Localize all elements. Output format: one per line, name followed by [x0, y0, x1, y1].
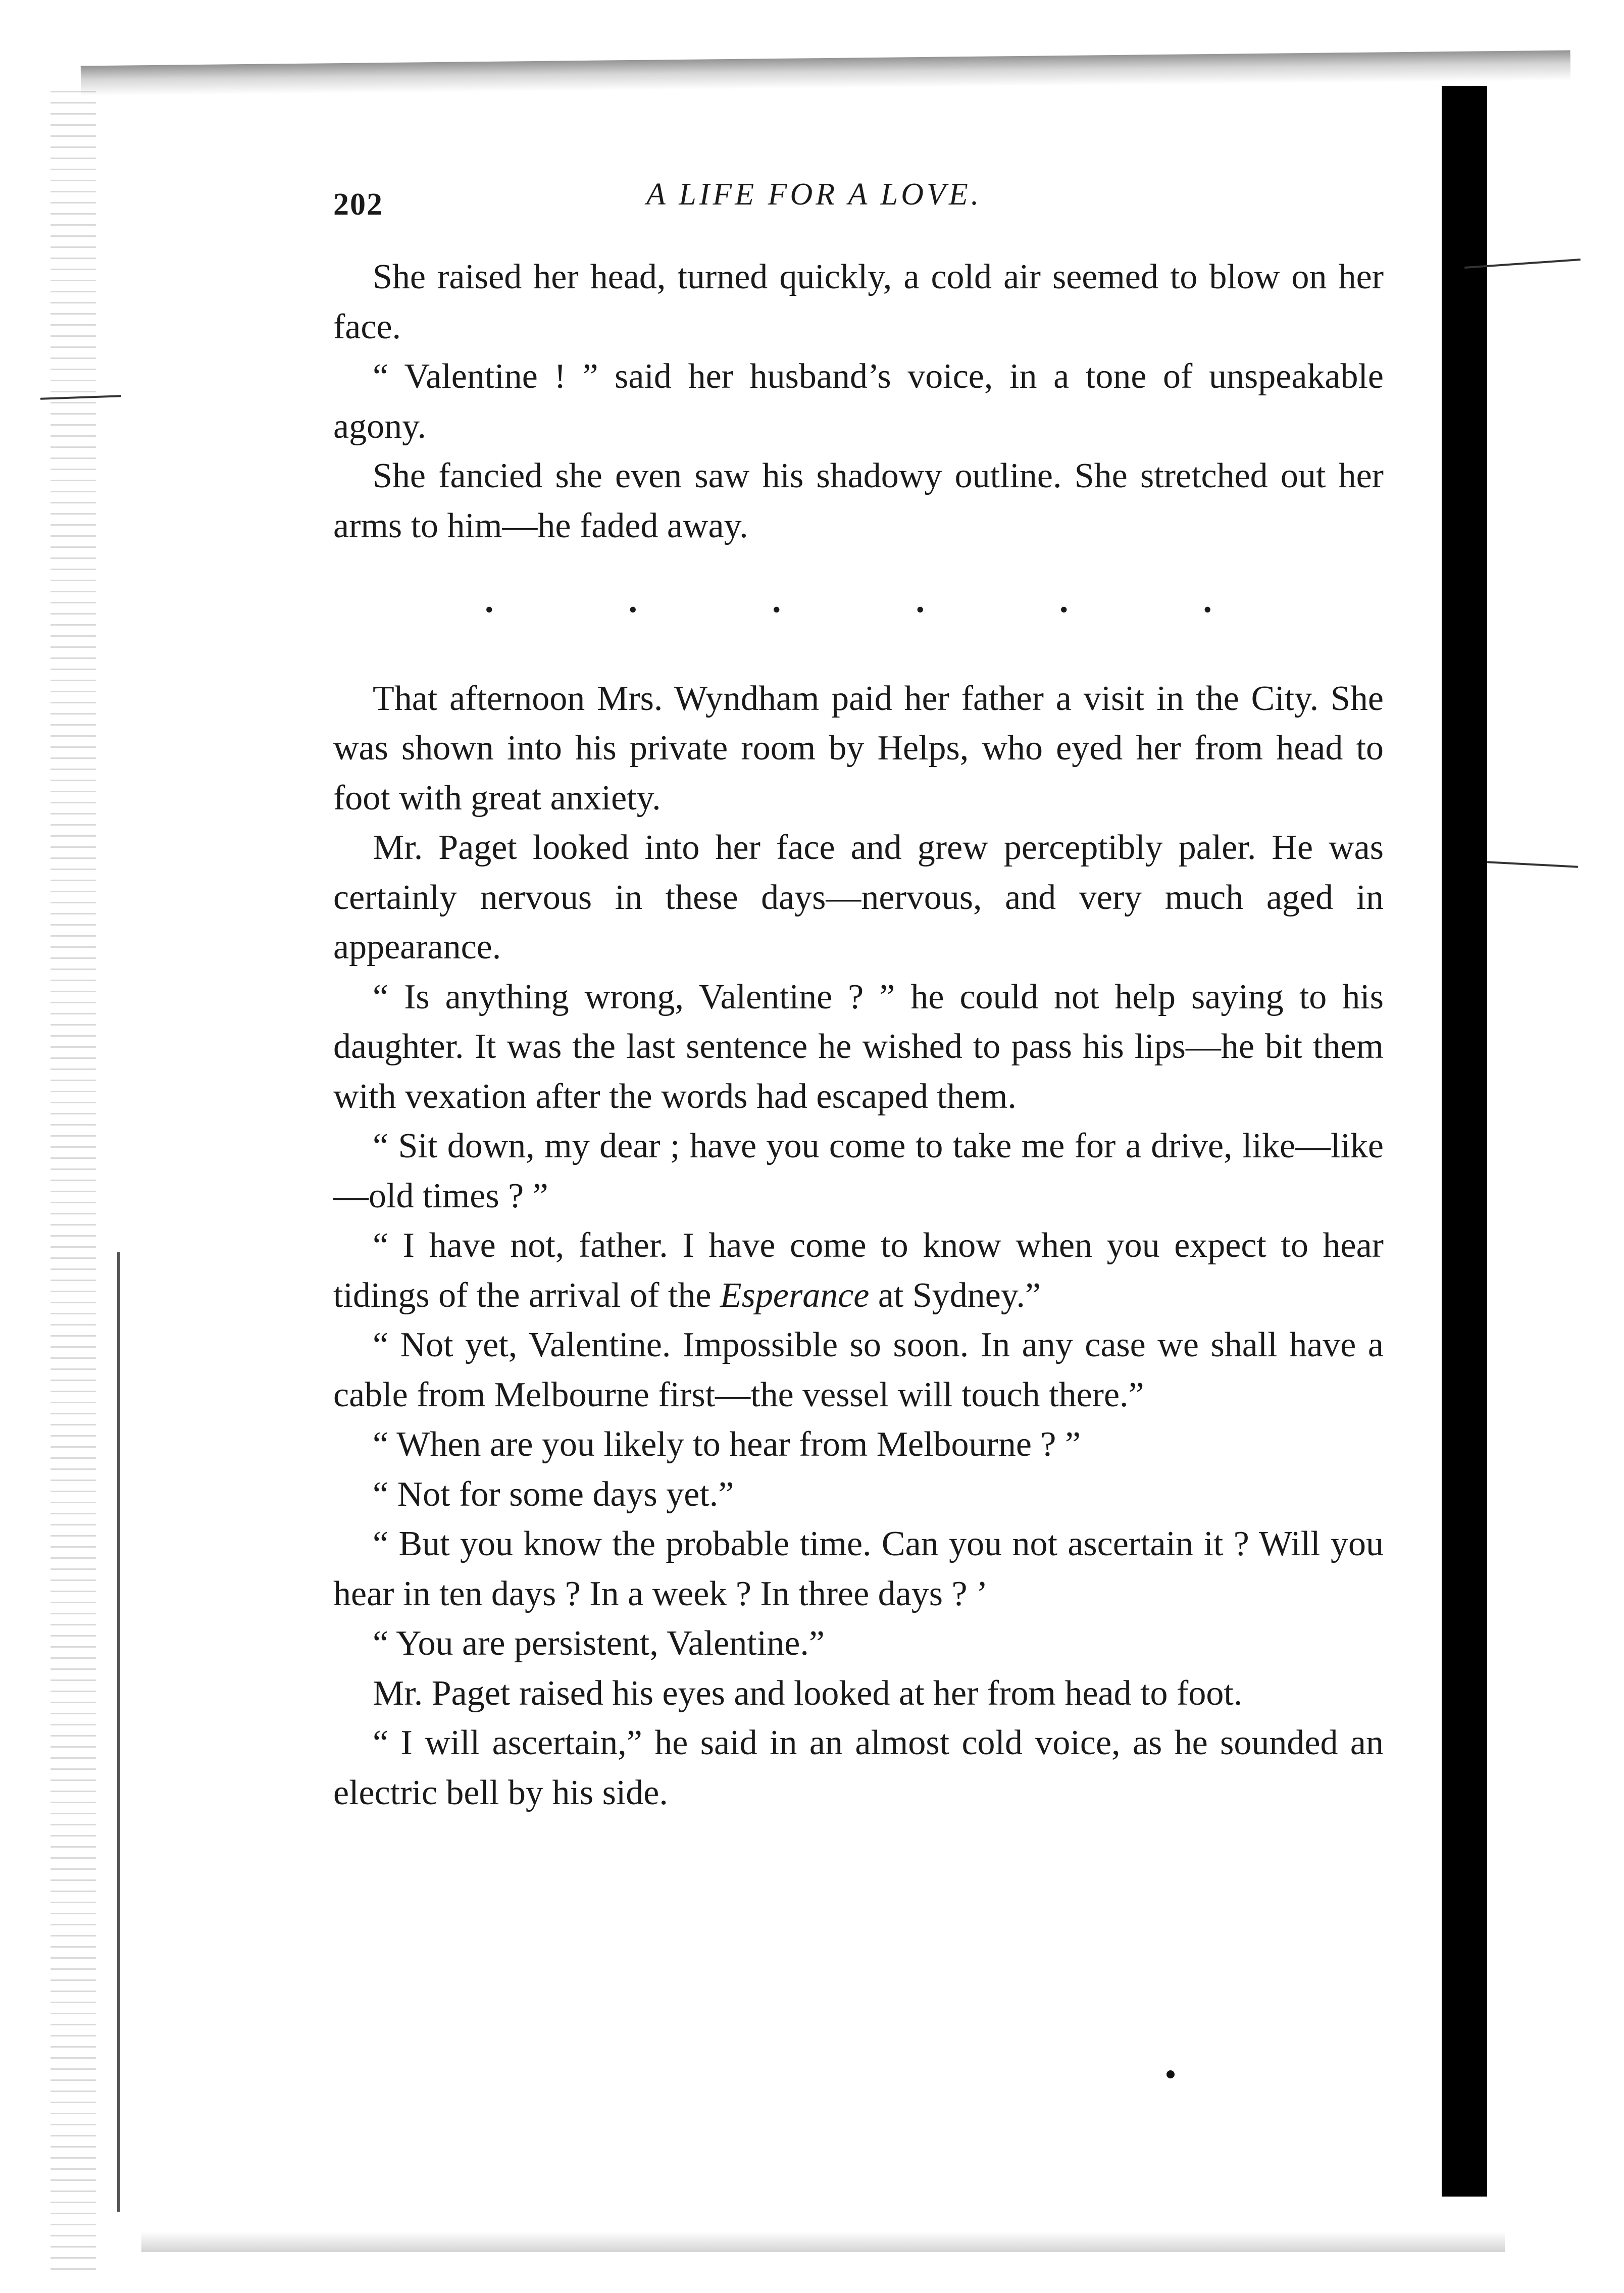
paragraph: “ But you know the probable time. Can you not ascertain it ? Will you hear in ten days ? In a week ? In three days ? ’: [333, 1524, 1384, 1613]
book-spine-shadow: [1442, 86, 1487, 2197]
scan-margin-line: [117, 1252, 120, 2212]
paragraph: “ When are you likely to hear from Melbourne ? ”: [373, 1425, 1081, 1464]
scan-edge-bottom: [141, 2232, 1505, 2252]
paragraph: “ Sit down, my dear ; have you come to take me for a drive, like—like—old times ? ”: [333, 1127, 1384, 1215]
paragraph: “ I will ascertain,” he said in an almost cold voice, as he sounded an electric bell by his side.: [333, 1723, 1384, 1812]
section-break-dot: .: [916, 581, 925, 620]
body-text: [333, 252, 1384, 1818]
section-break-dot: .: [1203, 581, 1212, 620]
paragraph: “ Not for some days yet.”: [373, 1474, 734, 1514]
scan-edge-left: [50, 91, 96, 2272]
paragraph: “ Valentine ! ” said her husband’s voice, in a tone of unspeakable agony.: [333, 357, 1384, 446]
paragraph: Mr. Paget raised his eyes and looked at her from head to foot.: [373, 1673, 1243, 1713]
running-title: A LIFE FOR A LOVE.: [646, 177, 982, 212]
scan-edge-top: [81, 50, 1570, 96]
paragraph: Mr. Paget looked into her face and grew perceptibly paler. He was certainly nervous in these days—nervous, and very much aged in appearance.: [333, 828, 1384, 966]
section-break-dot: .: [628, 581, 637, 620]
scan-dot: [1166, 2070, 1175, 2078]
scan-mark: [1487, 861, 1578, 868]
paragraph: “ You are persistent, Valentine.”: [373, 1624, 825, 1663]
paragraph: “ Is anything wrong, Valentine ? ” he could not help saying to his daughter. It was the last sentence he wished to pass his lips—he bit them with vexation after the words had escaped them.: [333, 977, 1384, 1116]
paragraph: “ Not yet, Valentine. Impossible so soon. In any case we shall have a cable from Melbourne first—the vessel will touch there.”: [333, 1326, 1384, 1414]
book-page: [333, 172, 1384, 1818]
paragraph: She raised her head, turned quickly, a cold air seemed to blow on her face.: [333, 258, 1384, 346]
paragraph-text: “ I have not, father. I have come to know when you expect to hear tidings of the arrival of the: [333, 1226, 1384, 1315]
running-header: [333, 172, 1384, 222]
paragraph: That afternoon Mrs. Wyndham paid her father a visit in the City. She was shown into his private room by Helps, who eyed her from head to foot with great anxiety.: [333, 679, 1384, 818]
page-number: 202: [333, 187, 383, 222]
paragraph: She fancied she even saw his shadowy outline. She stretched out her arms to him—he faded away.: [333, 456, 1384, 545]
section-break-dot: .: [772, 581, 781, 620]
section-break: [333, 576, 1384, 626]
section-break-dot: .: [1059, 581, 1069, 620]
paragraph-text: at Sydney.”: [869, 1276, 1041, 1315]
ship-name: Esperance: [720, 1276, 870, 1315]
paragraph-esperance: [333, 1221, 1384, 1320]
section-break-dot: .: [485, 581, 494, 620]
